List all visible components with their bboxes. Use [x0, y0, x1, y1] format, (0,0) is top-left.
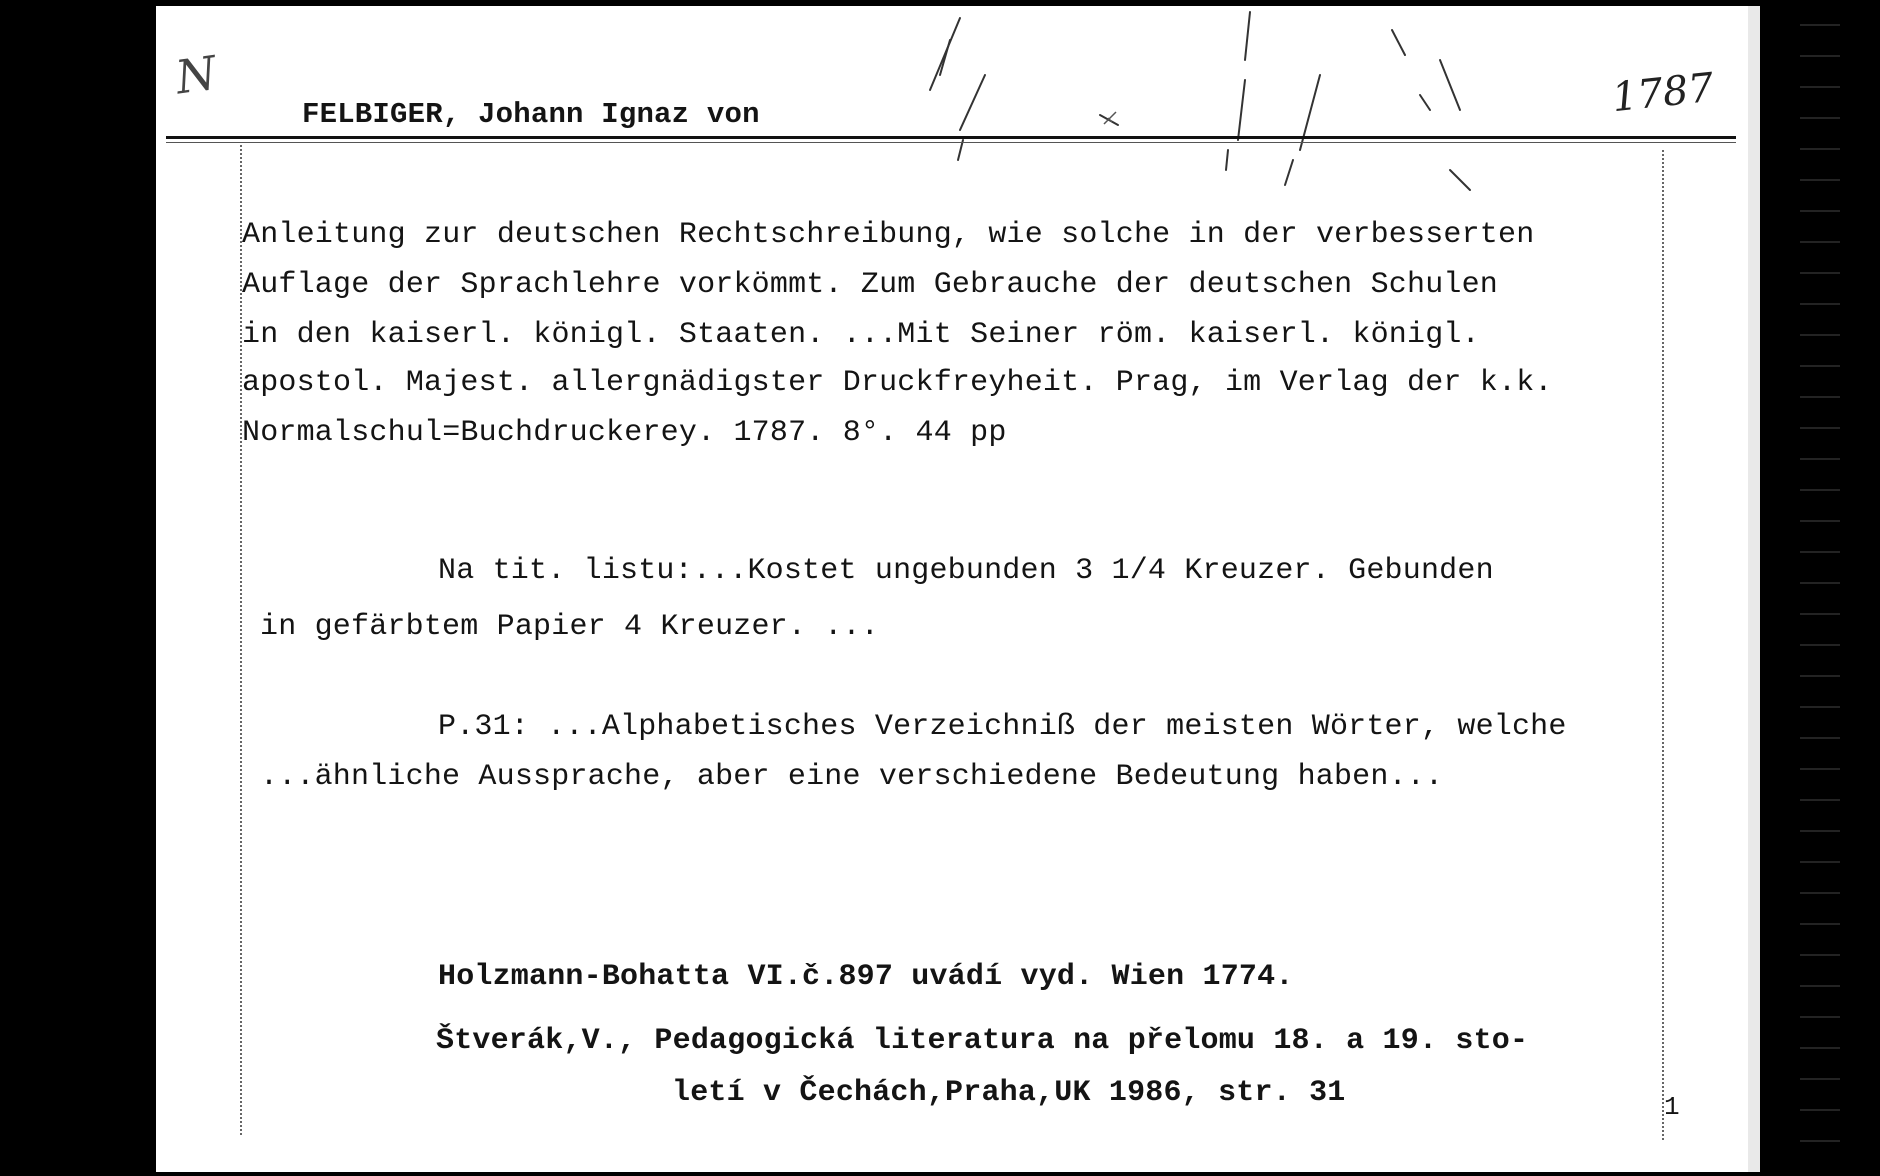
note-1-line-1: Na tit. listu:...Kostet ungebunden 3 1/4 Kreuzer. Gebunden	[438, 554, 1494, 588]
note-2-line-1: P.31: ...Alphabetisches Verzeichniß der meisten Wörter, welche	[438, 710, 1567, 744]
entry-line-1: Anleitung zur deutschen Rechtschreibung, wie solche in der verbesserten	[242, 218, 1535, 252]
entry-line-5: Normalschul=Buchdruckerey. 1787. 8°. 44 pp	[242, 416, 1007, 450]
entry-line-4: apostol. Majest. allergnädigster Druckfreyheit. Prag, im Verlag der k.k.	[242, 366, 1553, 400]
heading-rule	[166, 136, 1736, 139]
note-1-line-2: in gefärbtem Papier 4 Kreuzer. ...	[260, 610, 879, 644]
reference-2-line-1: Štverák,V., Pedagogická literatura na přelomu 18. a 19. sto-	[436, 1024, 1529, 1058]
corner-mark-left: N	[172, 45, 220, 105]
page-number: 1	[1664, 1092, 1680, 1122]
note-2-line-2: ...ähnliche Aussprache, aber eine verschiedene Bedeutung haben...	[260, 760, 1444, 794]
entry-line-2: Auflage der Sprachlehre vorkömmt. Zum Gebrauche der deutschen Schulen	[242, 268, 1499, 302]
author-heading: FELBIGER, Johann Ignaz von	[302, 98, 760, 131]
corner-mark-right: 1787	[1609, 64, 1716, 122]
reference-1: Holzmann-Bohatta VI.č.897 uvádí vyd. Wien 1774.	[438, 960, 1294, 994]
right-margin-line	[1662, 150, 1664, 1140]
reference-2-line-2: letí v Čechách,Praha,UK 1986, str. 31	[672, 1076, 1346, 1110]
entry-line-3: in den kaiserl. königl. Staaten. ...Mit Seiner röm. kaiserl. königl.	[242, 318, 1480, 352]
heading-rule-thin	[166, 142, 1736, 143]
